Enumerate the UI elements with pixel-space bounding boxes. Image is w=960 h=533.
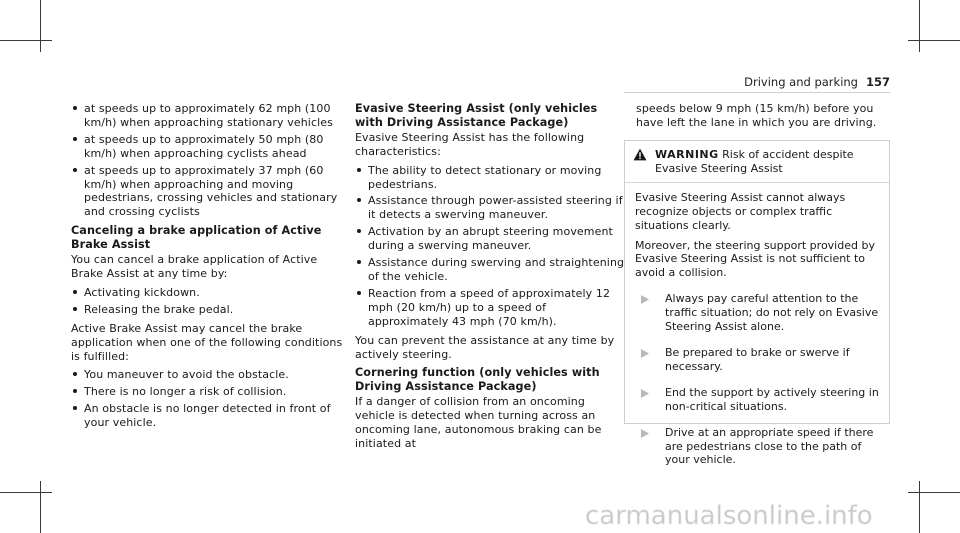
cancel-heading: Canceling a brake application of Active Brake Assist bbox=[71, 224, 322, 252]
running-header bbox=[744, 75, 890, 89]
list-item: Activating kickdown. bbox=[71, 286, 343, 300]
arrow-icon bbox=[635, 292, 665, 334]
warning-box bbox=[624, 140, 890, 467]
crop-mark bbox=[0, 40, 52, 41]
warning-triangle-icon bbox=[633, 148, 655, 176]
warning-heading-text bbox=[655, 148, 881, 176]
warning-subject: Risk of accident despite Evasive Steering Assist bbox=[655, 148, 854, 175]
crop-mark bbox=[40, 0, 41, 52]
crop-mark bbox=[908, 492, 960, 493]
middle-column bbox=[355, 102, 625, 456]
action-step-text: Be prepared to brake or swerve if necessary. bbox=[665, 345, 850, 373]
list-item: An obstacle is no longer detected in front of your vehicle. bbox=[71, 402, 343, 430]
action-step-text: Drive at an appropriate speed if there are pedestrians close to the path of your vehicle. bbox=[665, 425, 874, 467]
warning-title: WARNING bbox=[655, 148, 719, 161]
warning-paragraph: Evasive Steering Assist cannot always recognize objects or complex traffic situations clearly. bbox=[635, 190, 846, 232]
list-item: at speeds up to approximately 50 mph (80 km/h) when approaching cyclists ahead bbox=[71, 133, 343, 161]
action-step bbox=[635, 346, 879, 374]
crop-mark bbox=[0, 492, 52, 493]
cornering-text: If a danger of collision from an oncoming vehicle is detected when turning across an oncoming lane, autonomous braking can be initiated at bbox=[355, 395, 602, 450]
right-column-text bbox=[636, 102, 892, 135]
list-item: Assistance during swerving and straightening of the vehicle. bbox=[355, 256, 625, 284]
action-step bbox=[635, 292, 879, 334]
continuation-text: speeds below 9 mph (15 km/h) before you have left the lane in which you are driving. bbox=[636, 102, 877, 129]
watermark-text: carmanualsonline.info bbox=[585, 501, 873, 531]
list-item: There is no longer a risk of collision. bbox=[71, 385, 343, 399]
auto-cancel-list bbox=[71, 368, 343, 430]
watermark bbox=[585, 497, 945, 531]
arrow-icon bbox=[635, 426, 665, 468]
list-item: Activation by an abrupt steering movement during a swerving maneuver. bbox=[355, 225, 625, 253]
left-column bbox=[71, 102, 343, 435]
cancel-list bbox=[71, 286, 343, 317]
cancel-intro: You can cancel a brake application of Active Brake Assist at any time by: bbox=[71, 253, 318, 280]
evasive-intro: Evasive Steering Assist has the following characteristics: bbox=[355, 130, 585, 158]
list-item: Releasing the brake pedal. bbox=[71, 303, 343, 317]
action-step-text: End the support by actively steering in non-critical situations. bbox=[665, 385, 879, 413]
list-item: Reaction from a speed of approximately 12 mph (20 km/h) up to a speed of approximately 43 mph (70 km/h). bbox=[355, 287, 625, 329]
arrow-icon bbox=[635, 386, 665, 414]
list-item: The ability to detect stationary or moving pedestrians. bbox=[355, 164, 625, 192]
crop-mark bbox=[919, 0, 920, 52]
list-item: You maneuver to avoid the obstacle. bbox=[71, 368, 343, 382]
crop-mark bbox=[40, 481, 41, 533]
evasive-list bbox=[355, 164, 625, 329]
speed-list bbox=[71, 102, 343, 219]
header-rule bbox=[624, 92, 890, 93]
action-step bbox=[635, 426, 879, 468]
section-title: Driving and parking bbox=[744, 75, 858, 89]
action-step-text: Always pay careful attention to the traffic situation; do not rely on Evasive Steering Assist alone. bbox=[665, 292, 879, 334]
action-step bbox=[635, 386, 879, 414]
list-item: Assistance through power-assisted steering if it detects a swerving maneuver. bbox=[355, 194, 625, 222]
cornering-heading: Cornering function (only vehicles with Driving Assistance Package) bbox=[355, 366, 600, 394]
arrow-icon bbox=[635, 346, 665, 374]
list-item: at speeds up to approximately 62 mph (100 km/h) when approaching stationary vehicles bbox=[71, 102, 343, 130]
crop-mark bbox=[908, 40, 960, 41]
warning-body bbox=[625, 183, 889, 468]
warning-header bbox=[625, 141, 889, 183]
prevent-text: You can prevent the assistance at any time by actively steering. bbox=[355, 333, 615, 361]
warning-paragraph: Moreover, the steering support provided by Evasive Steering Assist is not sufficient to avoid a collision. bbox=[635, 238, 875, 280]
evasive-heading: Evasive Steering Assist (only vehicles with Driving Assistance Package) bbox=[355, 102, 598, 129]
list-item: at speeds up to approximately 37 mph (60 km/h) when approaching and moving pedestrians, crossing vehicles and stationary and crossing cyclists bbox=[71, 164, 343, 220]
auto-cancel-text: Active Brake Assist may cancel the brake application when one of the following conditions is fulfilled: bbox=[71, 321, 343, 363]
page-number: 157 bbox=[865, 75, 890, 89]
